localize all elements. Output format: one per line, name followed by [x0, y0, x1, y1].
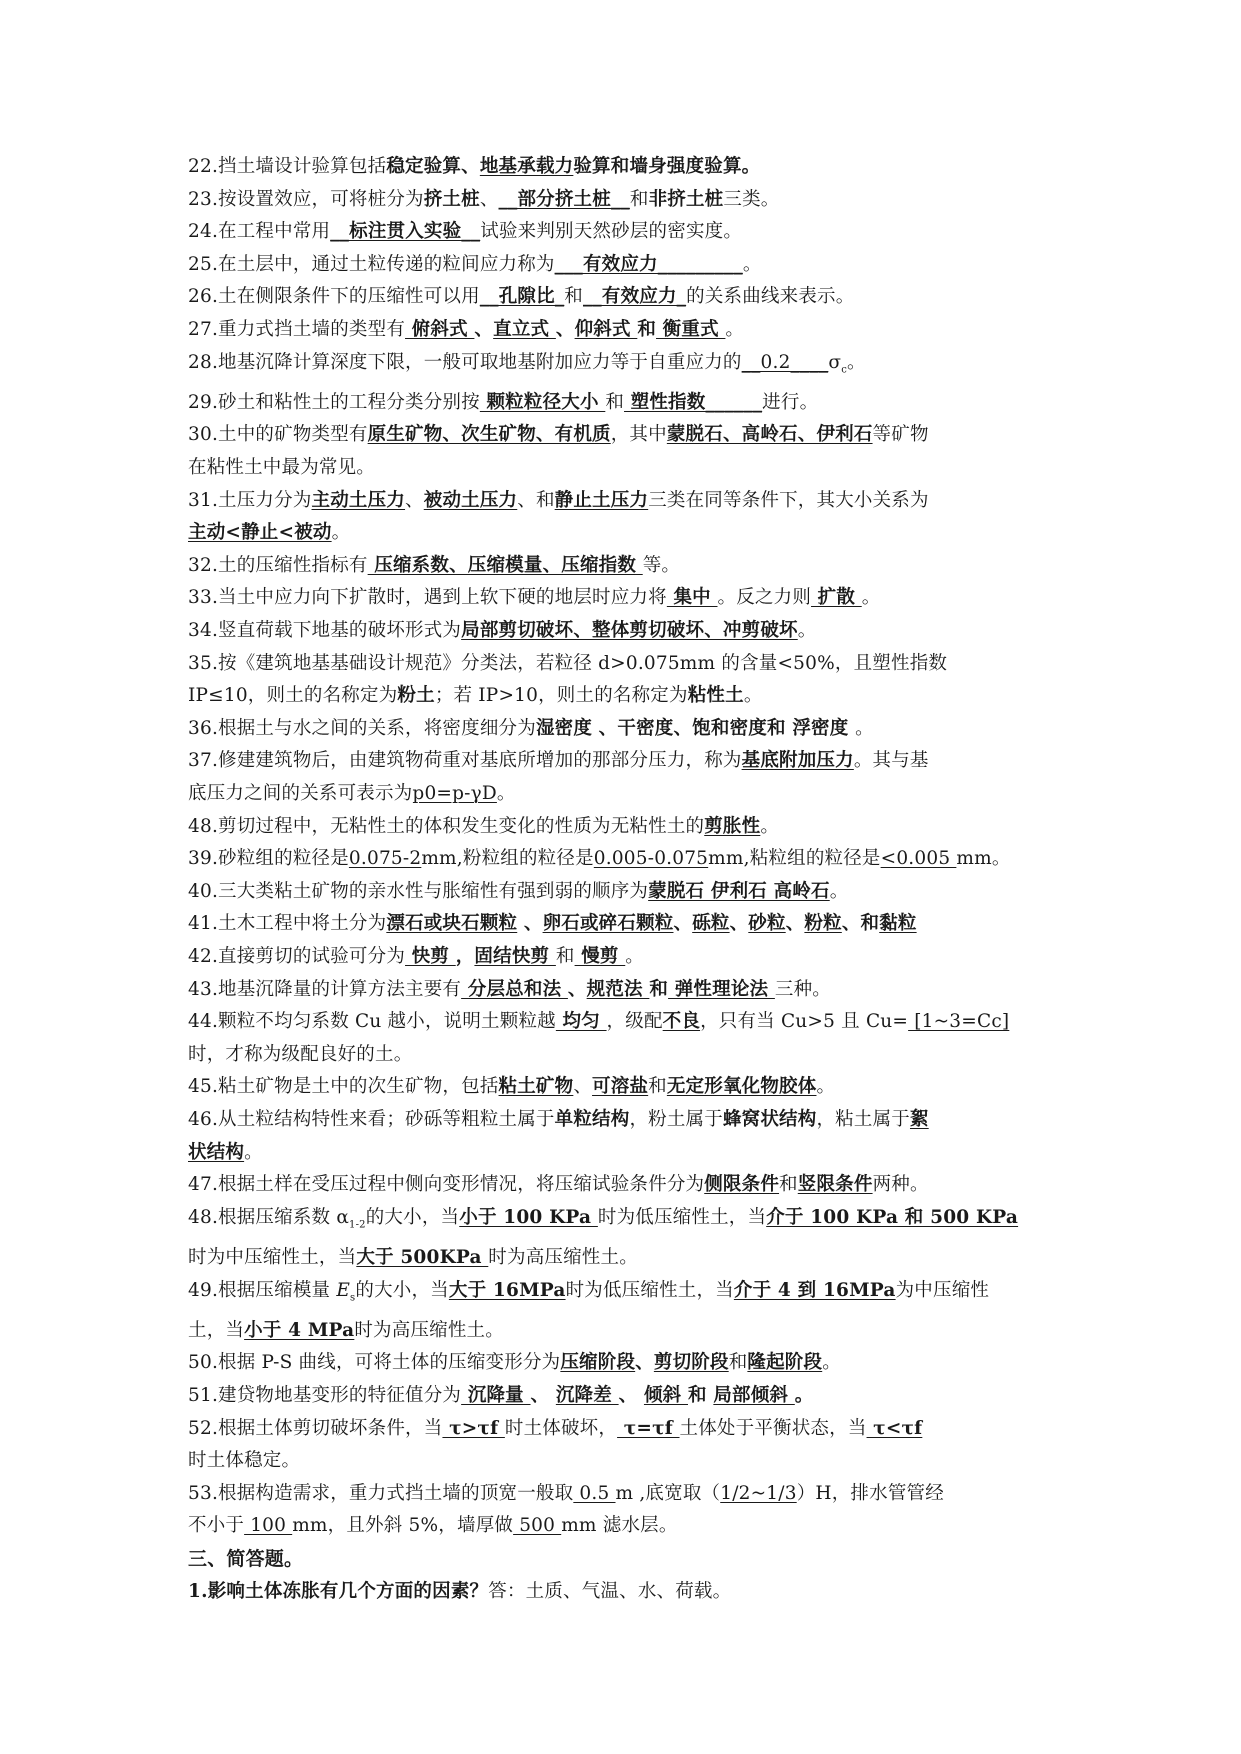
item-31-cont: 主动<静止<被动。 [188, 522, 351, 544]
item-48-shear: 48.剪切过程中，无粘性土的体积发生变化的性质为无粘性土的剪胀性。 [188, 815, 780, 837]
item-39: 39.砂粒组的粒径是0.075-2mm,粉粒组的粒径是0.005-0.075mm,粘粒组的粒径是<0.005 mm。 [188, 848, 1011, 870]
short-answer-1: 1.影响土体冻胀有几个方面的因素？答：土质、气温、水、荷载。 [188, 1580, 732, 1602]
item-23: 23.按设置效应，可将桩分为挤土桩、__部分挤土桩__和非挤土桩三类。 [188, 188, 780, 210]
item-53: 53.根据构造需求，重力式挡土墙的顶宽一般取 0.5 m ,底宽取（1/2~1/3）H，排水管管经 [188, 1482, 944, 1504]
item-46: 46.从土粒结构特性来看；砂砾等粗粒土属于单粒结构，粉土属于蜂窝状结构，粘土属于絮 [188, 1108, 929, 1130]
item-49-cont: 土，当小于 4 MPa时为高压缩性土。 [188, 1319, 504, 1341]
item-30-cont: 在粘性土中最为常见。 [188, 457, 376, 479]
item-44: 44.颗粒不均匀系数 Cu 越小，说明土颗粒越 均匀 ，级配不良，只有当 Cu>5 且 Cu= [1~3=Cc] [188, 1011, 1010, 1033]
item-34: 34.竖直荷载下地基的破坏形式为局部剪切破坏、整体剪切破坏、冲剪破坏。 [188, 620, 817, 641]
item-32: 32.土的压缩性指标有 压缩系数、压缩模量、压缩指数 等。 [188, 554, 681, 576]
item-27: 27.重力式挡土墙的类型有 俯斜式 、直立式 、仰斜式 和 衡重式 。 [188, 318, 745, 340]
item-31: 31.土压力分为主动土压力、被动土压力、和静止土压力三类在同等条件下，其大小关系为 [188, 489, 929, 511]
item-47: 47.根据土样在受压过程中侧向变形情况，将压缩试验条件分为侧限条件和竖限条件两种。 [188, 1174, 929, 1196]
item-51: 51.建贷物地基变形的特征值分为 沉降量 、 沉降差 、 倾斜 和 局部倾斜 。 [188, 1385, 814, 1407]
item-50: 50.根据 P-S 曲线，可将土体的压缩变形分为压缩阶段、剪切阶段和隆起阶段。 [188, 1352, 841, 1374]
item-52-cont: 时土体稳定。 [188, 1450, 301, 1472]
item-35: 35.按《建筑地基基础设计规范》分类法，若粒径 d>0.075mm 的含量<50%，且塑性指数 [188, 652, 948, 674]
item-28: 28.地基沉降计算深度下限，一般可取地基附加应力等于自重应力的$\_\_0.2\_\_\_\_\sigma_c$。 [188, 351, 866, 376]
item-24: 24.在工程中常用__标注贯入实验__试验来判别天然砂层的密实度。 [188, 221, 743, 243]
item-48-compression: 48.根据压缩系数 $\alpha_{1-2}$的大小，当小于 100 KPa 时为低压缩性土，当介于 100 KPa 和 500 KPa [188, 1206, 1019, 1231]
item-44-cont: 时，才称为级配良好的土。 [188, 1043, 413, 1065]
item-46-cont: 状结构。 [188, 1141, 263, 1163]
item-33: 33.当土中应力向下扩散时，遇到上软下硬的地层时应力将 集中 。反之力则 扩散 。 [188, 587, 881, 609]
item-43: 43.地基沉降量的计算方法主要有 分层总和法 、规范法 和 弹性理论法 三种。 [188, 978, 831, 1000]
item-25: 25.在土层中，通过土粒传递的粒间应力称为___有效应力_________。 [188, 253, 762, 275]
section-heading-short-answer: 三、简答题。 [188, 1548, 304, 1570]
item-53-cont: 不小于 100 mm，且外斜 5%，墙厚做 500 mm 滤水层。 [188, 1515, 678, 1537]
item-40: 40.三大类粘土矿物的亲水性与胀缩性有强到弱的顺序为蒙脱石 伊利石 高岭石。 [188, 880, 849, 902]
item-52: 52.根据土体剪切破坏条件，当 τ>τf 时土体破坏， τ=τf 土体处于平衡状态，当 τ<τf [188, 1417, 923, 1439]
item-37: 37.修建建筑物后，由建筑物荷重对基底所增加的那部分压力，称为基底附加压力。其与基 [188, 750, 929, 772]
item-42: 42.直接剪切的试验可分为 快剪 ，固结快剪 和 慢剪 。 [188, 945, 644, 967]
item-22: 22.挡土墙设计验算包括稳定验算、地基承载力验算和墙身强度验算。 [188, 156, 761, 177]
item-35-cont: IP≤10，则土的名称定为粉土；若 IP>10，则土的名称定为粘性土。 [188, 685, 763, 707]
item-29: 29.砂土和粘性土的工程分类分别按 颗粒粒径大小 和 塑性指数______进行。 [188, 391, 819, 413]
item-26: 26.土在侧限条件下的压缩性可以用__孔隙比_和__有效应力_的关系曲线来表示。 [188, 286, 855, 308]
item-41: 41.土木工程中将土分为漂石或块石颗粒 、卵石或碎石颗粒、砾粒、砂粒、粉粒、和黏粒 [188, 913, 917, 935]
item-48-compression-cont: 时为中压缩性土，当大于 500KPa 时为高压缩性土。 [188, 1246, 638, 1268]
item-45: 45.粘土矿物是土中的次生矿物，包括粘土矿物、可溶盐和无定形氧化物胶体。 [188, 1076, 836, 1098]
item-30: 30.土中的矿物类型有原生矿物、次生矿物、有机质，其中蒙脱石、高岭石、伊利石等矿物 [188, 424, 929, 446]
item-36: 36.根据土与水之间的关系，将密度细分为湿密度 、干密度、饱和密度和 浮密度 。 [188, 717, 874, 739]
item-37-cont: 底压力之间的关系可表示为p0=p-γD。 [188, 782, 516, 804]
item-49: 49.根据压缩模量 $E_s$的大小，当大于 16MPa时为低压缩性土，当介于 4 到 16MPa为中压缩性 [188, 1279, 990, 1304]
